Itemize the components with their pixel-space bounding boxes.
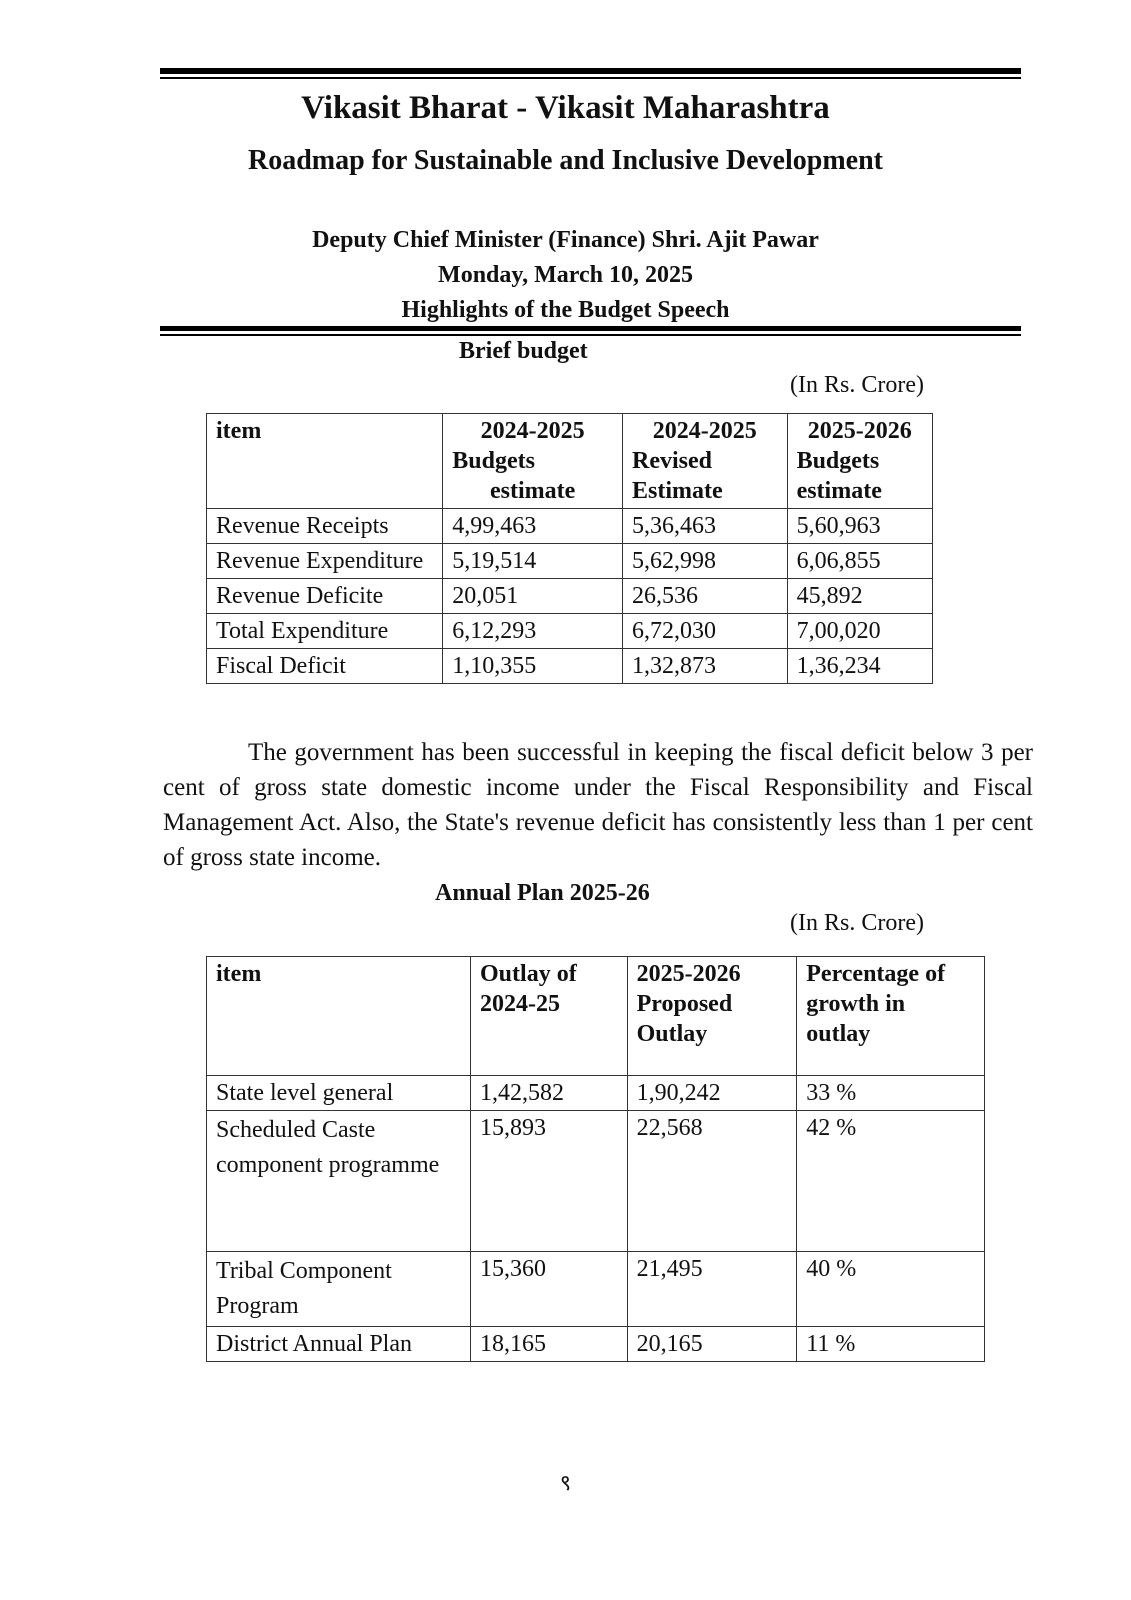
row-label: Total Expenditure bbox=[207, 614, 443, 649]
header-text: 2024-2025 bbox=[652, 418, 757, 444]
cell-value: 18,165 bbox=[471, 1327, 628, 1362]
header-2025-26-be bbox=[787, 414, 932, 509]
row-label: District Annual Plan bbox=[207, 1327, 471, 1362]
cell-value: 20,165 bbox=[627, 1327, 797, 1362]
header-2024-25-be bbox=[443, 414, 623, 509]
header-text: 2025-2026 bbox=[807, 418, 912, 444]
table-row bbox=[207, 649, 933, 684]
cell-value: 22,568 bbox=[627, 1111, 797, 1252]
table-row bbox=[207, 1252, 985, 1327]
cell-value: 6,72,030 bbox=[622, 614, 787, 649]
header-text: Estimate bbox=[631, 478, 723, 504]
cell-value: 5,60,963 bbox=[787, 509, 932, 544]
top-rule-thin bbox=[160, 77, 1021, 79]
page-subtitle: Roadmap for Sustainable and Inclusive Development bbox=[247, 145, 883, 176]
header-2024-25-re bbox=[622, 414, 787, 509]
header-text: Revised bbox=[631, 448, 712, 474]
budget-table bbox=[206, 413, 933, 684]
page-number: ९ bbox=[559, 1470, 572, 1495]
cell-value: 1,32,873 bbox=[622, 649, 787, 684]
page-title: Vikasit Bharat - Vikasit Maharashtra bbox=[301, 90, 830, 126]
table-row bbox=[207, 544, 933, 579]
cell-value: 21,495 bbox=[627, 1252, 797, 1327]
table-header-row bbox=[207, 957, 985, 1076]
table-row bbox=[207, 579, 933, 614]
header-text: estimate bbox=[489, 478, 576, 504]
row-label: State level general bbox=[207, 1076, 471, 1111]
cell-value: 4,99,463 bbox=[443, 509, 623, 544]
cell-value: 5,19,514 bbox=[443, 544, 623, 579]
row-label: Revenue Deficite bbox=[207, 579, 443, 614]
date-line: Monday, March 10, 2025 bbox=[438, 262, 693, 288]
row-label: Revenue Expenditure bbox=[207, 544, 443, 579]
table-header-row bbox=[207, 414, 933, 509]
plan-caption: Annual Plan 2025-26 bbox=[435, 880, 650, 906]
header-text: item bbox=[216, 418, 262, 444]
cell-value: 26,536 bbox=[622, 579, 787, 614]
cell-value: 42 % bbox=[797, 1111, 985, 1252]
minister-line: Deputy Chief Minister (Finance) Shri. Ajit Pawar bbox=[312, 227, 819, 253]
cell-value: 5,36,463 bbox=[622, 509, 787, 544]
cell-value: 15,360 bbox=[471, 1252, 628, 1327]
cell-value: 7,00,020 bbox=[787, 614, 932, 649]
cell-value: 1,10,355 bbox=[443, 649, 623, 684]
row-label: Tribal Component Program bbox=[207, 1252, 471, 1327]
header-item: item bbox=[207, 957, 471, 1076]
highlights-line: Highlights of the Budget Speech bbox=[401, 297, 730, 323]
table-row bbox=[207, 509, 933, 544]
cell-value: 15,893 bbox=[471, 1111, 628, 1252]
header-text: Budgets bbox=[452, 448, 535, 474]
header-text: estimate bbox=[796, 478, 882, 504]
cell-value: 6,12,293 bbox=[443, 614, 623, 649]
table-row bbox=[207, 1111, 985, 1252]
header-growth-percentage: Percentage of growth in outlay bbox=[797, 957, 985, 1076]
mid-rule-thin bbox=[160, 334, 1021, 336]
cell-value: 20,051 bbox=[443, 579, 623, 614]
table-row bbox=[207, 614, 933, 649]
budget-caption: Brief budget bbox=[459, 338, 588, 364]
row-label: Fiscal Deficit bbox=[207, 649, 443, 684]
cell-value: 1,90,242 bbox=[627, 1076, 797, 1111]
table-row bbox=[207, 1327, 985, 1362]
fiscal-paragraph: The government has been successful in keeping the fiscal deficit below 3 per cent of gross state domestic income under the Fiscal Responsibility and Fiscal Management Act. Also, the State's revenue deficit has consistently less than 1 per cent of gross state income. bbox=[163, 739, 1033, 871]
plan-unit: (In Rs. Crore) bbox=[790, 910, 924, 936]
cell-value: 1,42,582 bbox=[471, 1076, 628, 1111]
header-text: 2024-2025 bbox=[480, 418, 585, 444]
cell-value: 5,62,998 bbox=[622, 544, 787, 579]
budget-unit: (In Rs. Crore) bbox=[790, 372, 924, 398]
cell-value: 6,06,855 bbox=[787, 544, 932, 579]
header-item bbox=[207, 414, 443, 509]
annual-plan-table bbox=[206, 956, 985, 1362]
cell-value: 40 % bbox=[797, 1252, 985, 1327]
header-text: Budgets bbox=[796, 448, 880, 474]
top-rule-thick bbox=[160, 68, 1021, 74]
mid-rule-thick bbox=[160, 326, 1021, 331]
table-row bbox=[207, 1076, 985, 1111]
header-outlay-2024-25: Outlay of 2024-25 bbox=[471, 957, 628, 1076]
row-label: Scheduled Caste component programme bbox=[207, 1111, 471, 1252]
header-proposed-outlay: 2025-2026 Proposed Outlay bbox=[627, 957, 797, 1076]
cell-value: 11 % bbox=[797, 1327, 985, 1362]
cell-value: 33 % bbox=[797, 1076, 985, 1111]
cell-value: 45,892 bbox=[787, 579, 932, 614]
row-label: Revenue Receipts bbox=[207, 509, 443, 544]
cell-value: 1,36,234 bbox=[787, 649, 932, 684]
